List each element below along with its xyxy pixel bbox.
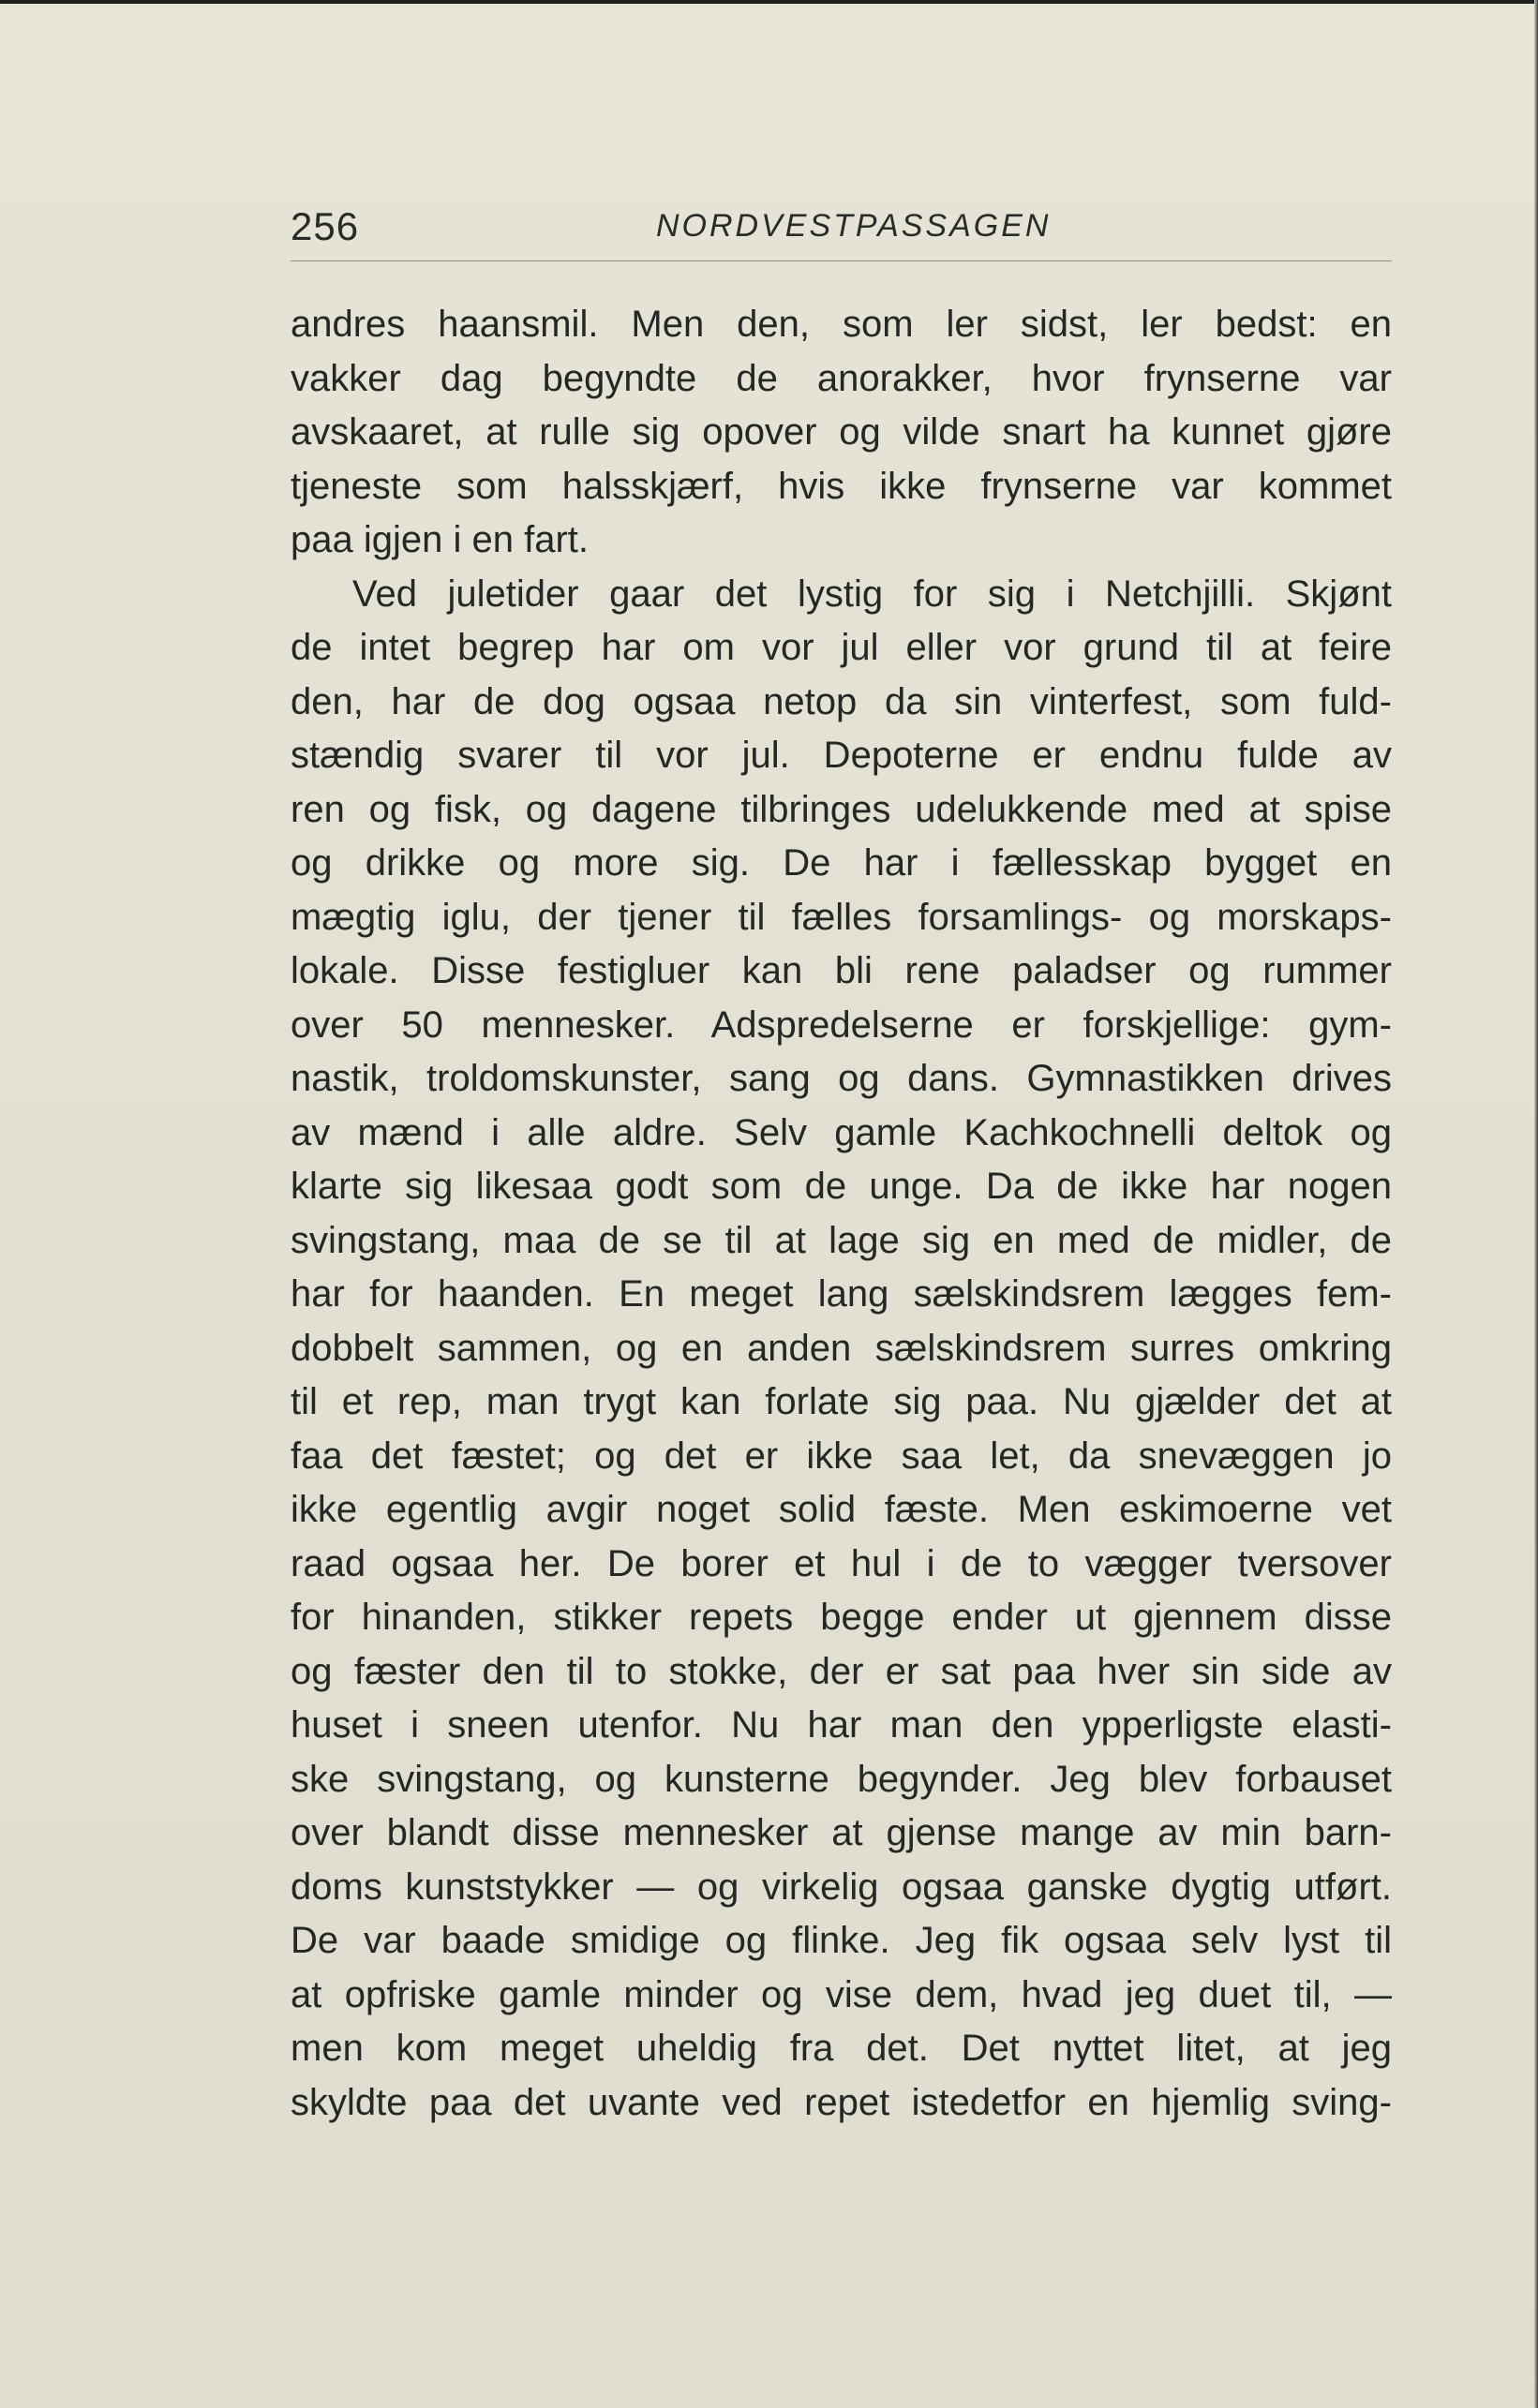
- body-text: [291, 298, 1392, 2130]
- text-line: Ved juletider gaar det lystig for sig i Netchjilli. Skjønt: [352, 572, 1392, 615]
- text-line: raad ogsaa her. De borer et hul i de to vægger tversover: [291, 1542, 1392, 1584]
- text-line: avskaaret, at rulle sig opover og vilde snart ha kunnet gjøre: [291, 411, 1392, 453]
- text-line: mægtig iglu, der tjener til fælles forsamlings- og morskaps-: [291, 896, 1392, 938]
- text-line: skyldte paa det uvante ved repet istedetfor en hjemlig sving-: [291, 2081, 1392, 2123]
- text-line: doms kunststykker — og virkelig ogsaa ganske dygtig utført.: [291, 1865, 1392, 1908]
- text-line: ske svingstang, og kunsterne begynder. Jeg blev forbauset: [291, 1758, 1392, 1800]
- text-line: paa igjen i en fart.: [291, 519, 589, 560]
- text-line: andres haansmil. Men den, som ler sidst, ler bedst: en: [291, 304, 1392, 345]
- text-line: og drikke og more sig. De har i fællesskap bygget en: [291, 842, 1392, 884]
- text-line: og fæster den til to stokke, der er sat paa hver sin side av: [291, 1650, 1392, 1692]
- text-line: av mænd i alle aldre. Selv gamle Kachkochnelli deltok og: [291, 1111, 1392, 1153]
- text-line: ikke egentlig avgir noget solid fæste. Men eskimoerne vet: [291, 1489, 1392, 1530]
- text-line: vakker dag begyndte de anorakker, hvor frynserne var: [291, 357, 1392, 399]
- text-line: de intet begrep har om vor jul eller vor grund til at feire: [291, 627, 1392, 668]
- text-line: stændig svarer til vor jul. Depoterne er endnu fulde av: [291, 735, 1392, 776]
- text-line: huset i sneen utenfor. Nu har man den ypperligste elasti-: [291, 1704, 1392, 1746]
- text-line: over 50 mennesker. Adspredelserne er forskjellige: gym-: [291, 1003, 1392, 1046]
- text-line: svingstang, maa de se til at lage sig en med de midler, de: [291, 1219, 1392, 1261]
- text-line: for hinanden, stikker repets begge ender ut gjennem disse: [291, 1597, 1392, 1638]
- running-head: [291, 197, 1392, 262]
- running-title: NORDVESTPASSAGEN: [656, 208, 1052, 244]
- text-line: lokale. Disse festigluer kan bli rene paladser og rummer: [291, 950, 1392, 991]
- text-line: over blandt disse mennesker at gjense mange av min barn-: [291, 1812, 1392, 1853]
- scan-edge-right: [1534, 0, 1538, 2408]
- scan-edge-top: [0, 0, 1538, 4]
- text-line: har for haanden. En meget lang sælskindsrem lægges fem-: [291, 1273, 1392, 1315]
- text-line: klarte sig likesaa godt som de unge. Da de ikke har nogen: [291, 1166, 1392, 1207]
- text-line: dobbelt sammen, og en anden sælskindsrem surres omkring: [291, 1327, 1392, 1369]
- text-line: at opfriske gamle minder og vise dem, hvad jeg duet til, —: [291, 1973, 1392, 2015]
- header-rule: [291, 260, 1392, 261]
- text-line: De var baade smidige og flinke. Jeg fik ogsaa selv lyst til: [291, 1920, 1392, 1961]
- text-line: men kom meget uheldig fra det. Det nyttet litet, at jeg: [291, 2028, 1392, 2069]
- text-line: ren og fisk, og dagene tilbringes udelukkende med at spise: [291, 788, 1392, 830]
- text-line: nastik, troldomskunster, sang og dans. Gymnastikken drives: [291, 1058, 1392, 1099]
- text-line: til et rep, man trygt kan forlate sig paa. Nu gjælder det at: [291, 1381, 1392, 1422]
- text-line: faa det fæstet; og det er ikke saa let, da snevæggen jo: [291, 1434, 1392, 1477]
- page-number: 256: [291, 204, 360, 248]
- text-line: den, har de dog ogsaa netop da sin vinterfest, som fuld-: [291, 680, 1392, 722]
- text-line: tjeneste som halsskjærf, hvis ikke frynserne var kommet: [291, 465, 1392, 507]
